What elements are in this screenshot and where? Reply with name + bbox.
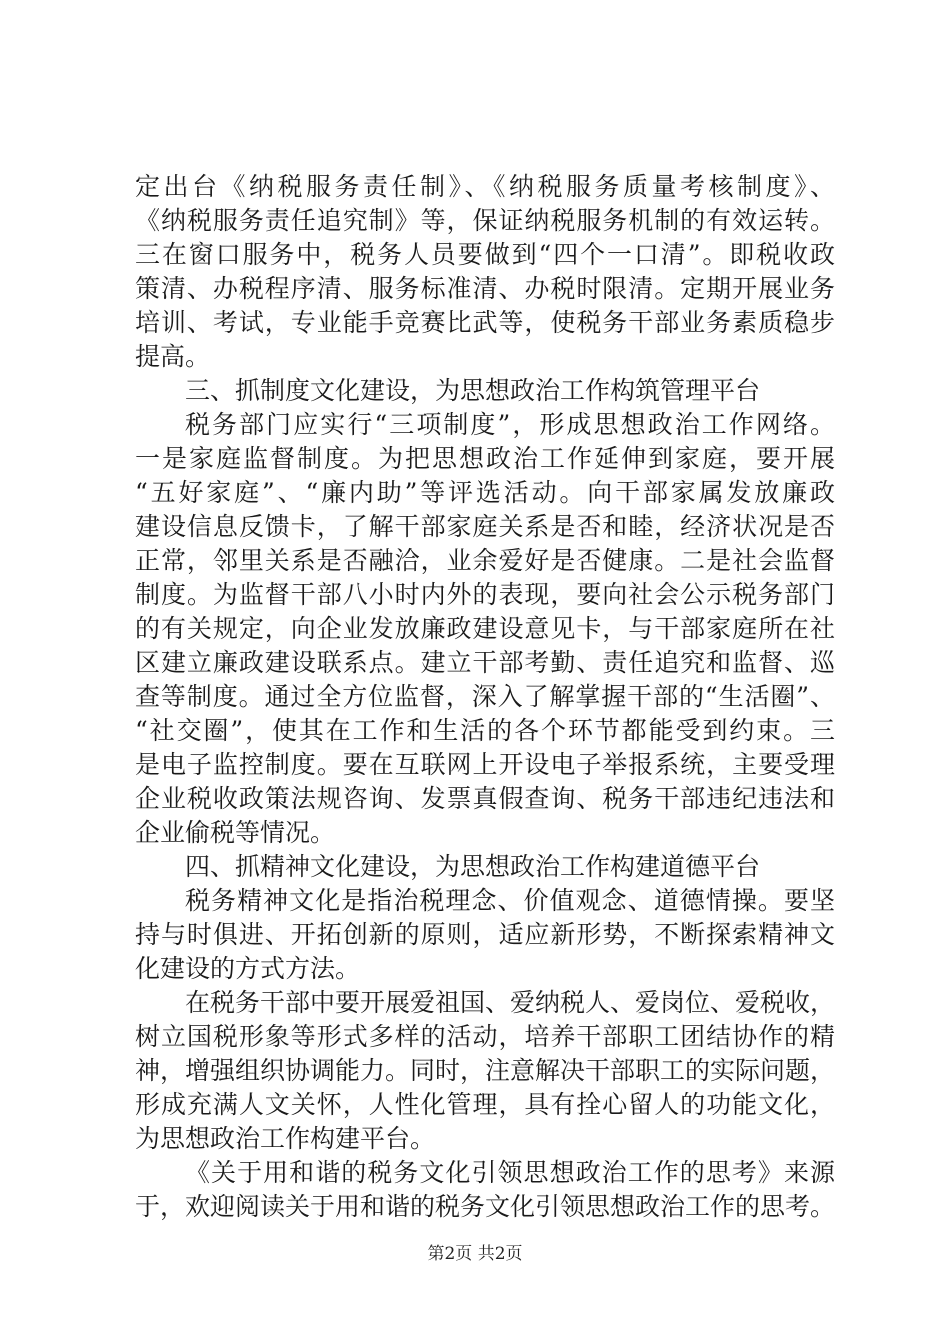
text-line: 正常，邻里关系是否融洽，业余爱好是否健康。二是社会监督 [135,546,835,575]
text-line: 于，欢迎阅读关于用和谐的税务文化引领思想政治工作的思考。 [135,1192,836,1221]
text-line: 《关于用和谐的税务文化引领思想政治工作的思考》来源 [185,1158,835,1187]
text-line: 策清、办税程序清、服务标准清、办税时限清。定期开展业务 [135,274,835,303]
text-line: 查等制度。通过全方位监督，深入了解掌握干部的“生活圈”、 [135,682,835,711]
text-line: 税务部门应实行“三项制度”，形成思想政治工作网络。 [185,410,835,439]
text-line: 形成充满人文关怀，人性化管理，具有拴心留人的功能文化， [135,1090,835,1119]
page-footer: 第2页 共2页 [427,1244,523,1264]
text-line: 三、抓制度文化建设，为思想政治工作构筑管理平台 [185,376,761,405]
text-line: 三在窗口服务中，税务人员要做到“四个一口清”。即税收政 [135,240,835,269]
text-line: 神，增强组织协调能力。同时，注意解决干部职工的实际问题， [135,1056,836,1085]
text-line: 一是家庭监督制度。为把思想政治工作延伸到家庭，要开展 [135,444,835,473]
text-line: 在税务干部中要开展爱祖国、爱纳税人、爱岗位、爱税收， [185,988,836,1017]
text-line: 企业税收政策法规咨询、发票真假查询、税务干部违纪违法和 [135,784,835,813]
text-line: 企业偷税等情况。 [135,818,336,847]
text-line: 定出台《纳税服务责任制》、《纳税服务质量考核制度》、 [135,172,835,201]
text-line: “社交圈”，使其在工作和生活的各个环节都能受到约束。三 [135,716,835,745]
text-line: 区建立廉政建设联系点。建立干部考勤、责任追究和监督、巡 [135,648,835,677]
text-line: 的有关规定，向企业发放廉政建设意见卡，与干部家庭所在社 [135,614,835,643]
text-line: 提高。 [135,342,211,371]
text-line: 税务精神文化是指治税理念、价值观念、道德情操。要坚 [185,886,835,915]
text-line: 四、抓精神文化建设，为思想政治工作构建道德平台 [185,852,761,881]
text-line: 是电子监控制度。要在互联网上开设电子举报系统，主要受理 [135,750,835,779]
text-line: 持与时俱进、开拓创新的原则，适应新形势，不断探索精神文 [135,920,835,949]
document-body [135,170,835,1224]
text-line: 《纳税服务责任追究制》等，保证纳税服务机制的有效运转。 [135,206,835,235]
text-line: 化建设的方式方法。 [135,954,361,983]
text-line: “五好家庭”、“廉内助”等评选活动。向干部家属发放廉政 [135,478,835,507]
text-line: 树立国税形象等形式多样的活动，培养干部职工团结协作的精 [135,1022,835,1051]
text-line: 建设信息反馈卡，了解干部家庭关系是否和睦，经济状况是否 [135,512,835,541]
text-line: 培训、考试，专业能手竞赛比武等，使税务干部业务素质稳步 [135,308,835,337]
text-line: 制度。为监督干部八小时内外的表现，要向社会公示税务部门 [135,580,835,609]
text-line: 为思想政治工作构建平台。 [135,1124,436,1153]
